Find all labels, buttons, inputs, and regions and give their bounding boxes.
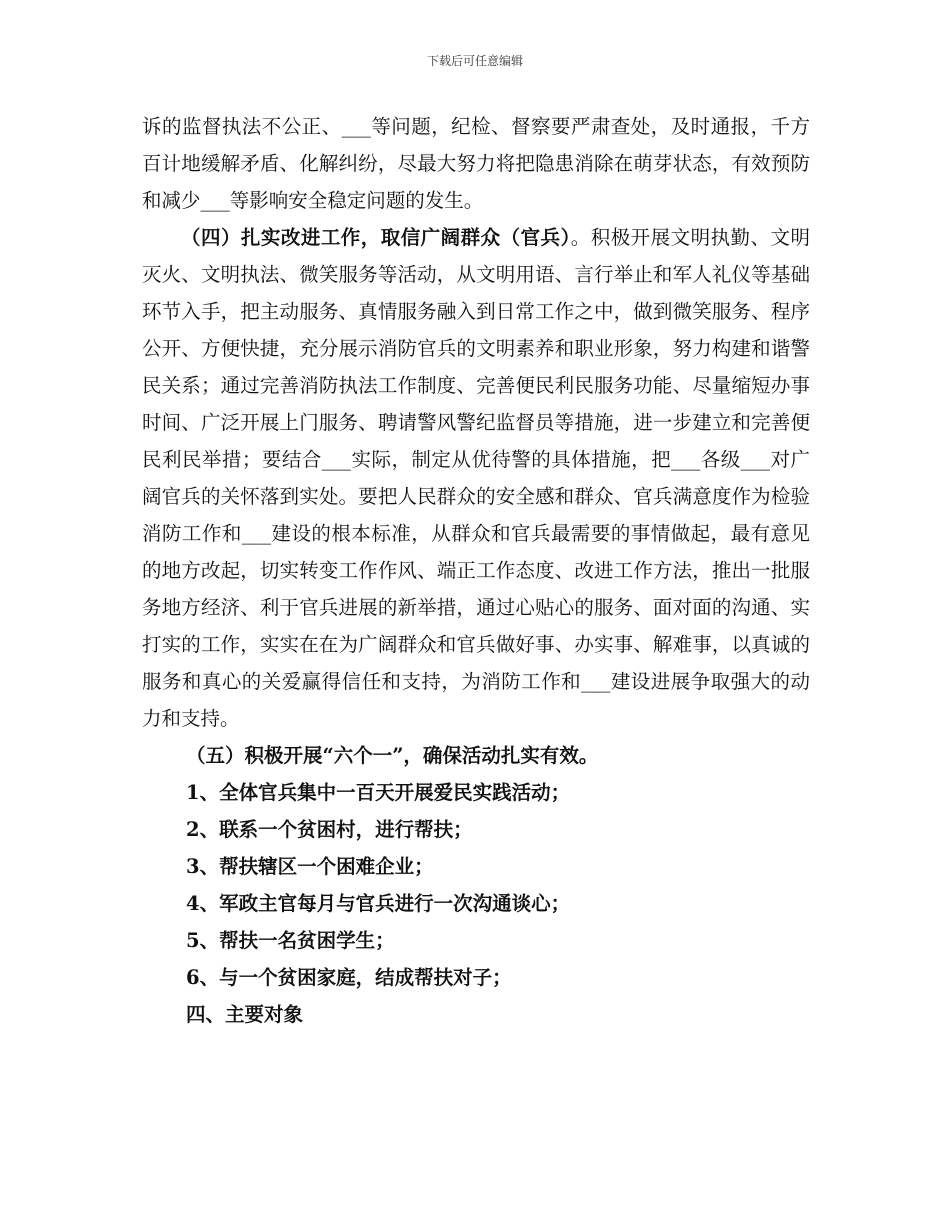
section-4-title: （四）扎实改进工作，取信广阔群众（官兵） [181, 226, 571, 249]
section-5-title: （五）积极开展“六个一”，确保活动扎实有效。 [186, 744, 599, 767]
paragraph-continued: 诉的监督执法不公正、___等问题，纪检、督察要严肃查处，及时通报，千方百计地缓解矛盾、化解纠纷，尽最大努力将把隐患消除在萌芽状态，有效预防和减少___等影响安全稳定问题的发生。 [142, 115, 810, 212]
list-item: 1、全体官兵集中一百天开展爱民实践活动； [186, 781, 571, 804]
list-item: 2、联系一个贫困村，进行帮扶； [186, 818, 473, 841]
section-4-body: 。积极开展文明执勤、文明灭火、文明执法、微笑服务等活动，从文明用语、言行举止和军人礼仪等基础环节入手，把主动服务、真情服务融入到日常工作之中，做到微笑服务、程序公开、方便快捷，充分展示消防官兵的文明素养和职业形象，努力构建和谐警民关系；通过完善消防执法工作制度、完善便民利民服务功能、尽量缩短办事时间、广泛开展上门服务、聘请警风警纪监督员等措施，进一步建立和完善便民利民举措；要结合___实际，制定从优待警的具体措施，把___各级___对广阔官兵的关怀落到实处。要把人民群众的安全感和群众、官兵满意度作为检验消防工作和___建设的根本标准，从群众和官兵最需要的事情做起，最有意见的地方改起，切实转变工作作风、端正工作态度、改进工作方法，推出一批服务地方经济、利于官兵进展的新举措，通过心贴心的服务、面对面的沟通、实打实的工作，实实在在为广阔群众和官兵做好事、办实事、解难事，以真诚的服务和真心的关爱赢得信任和支持，为消防工作和___建设进展争取强大的动力和支持。 [142, 226, 810, 730]
list-item: 3、帮扶辖区一个困难企业； [186, 855, 434, 878]
page-header: 下载后可任意编辑 [426, 54, 523, 68]
list-item: 6、与一个贫困家庭，结成帮扶对子； [186, 966, 512, 989]
document-body [142, 108, 810, 1033]
section-heading-main-targets: 四、主要对象 [186, 1003, 304, 1026]
paragraph-section-4 [142, 219, 810, 737]
list-item: 4、军政主官每月与官兵进行一次沟通谈心； [186, 892, 571, 915]
list-item: 5、帮扶一名贫困学生； [186, 929, 395, 952]
